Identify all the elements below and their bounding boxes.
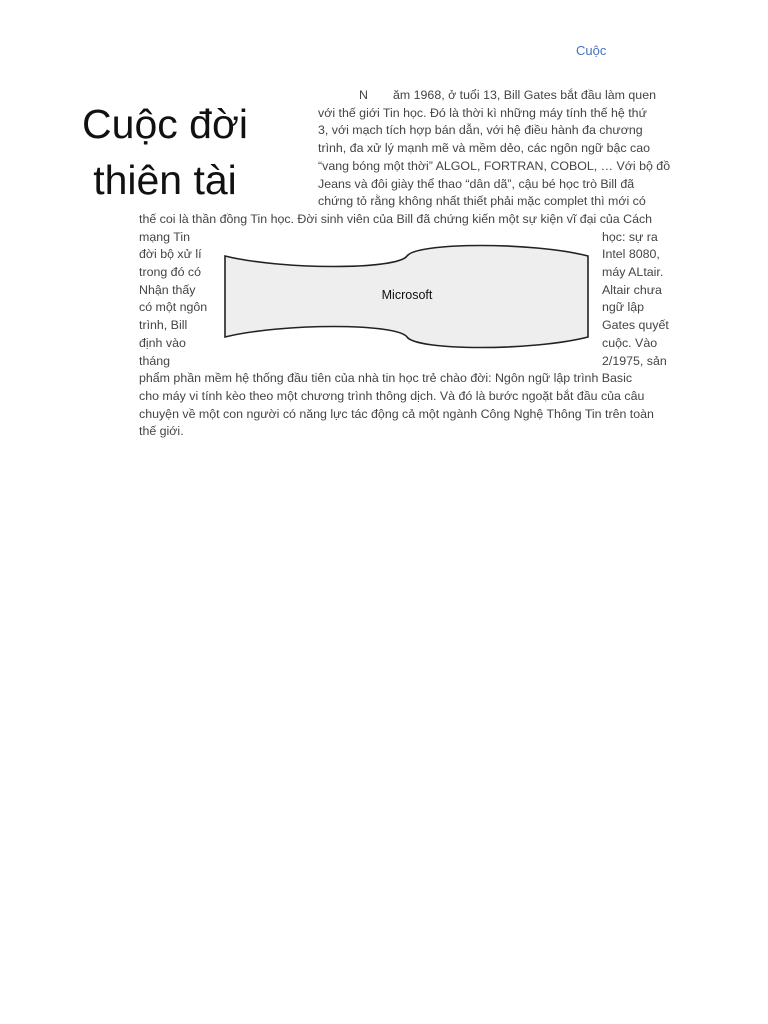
wrap-right-line: Intel 8080, (602, 247, 660, 262)
body-line: 3, với mạch tích hợp bán dẫn, với hệ điều hành đa chương (318, 123, 643, 138)
wrap-right-line: máy ALtair. (602, 265, 664, 279)
wrap-right-line: học: sự ra (602, 229, 658, 244)
wrap-right-line: cuộc. Vào (602, 335, 658, 350)
wave-banner-shape[interactable] (222, 240, 592, 356)
wrap-left-line: tháng (139, 353, 171, 368)
wrap-left-line: có một ngôn (139, 300, 208, 315)
wrap-right-line: 2/1975, sản (602, 353, 667, 368)
first-line-text: ăm 1968, ở tuổi 13, Bill Gates bắt đầu làm quen (393, 88, 656, 102)
wrap-left-line: đời bộ xử lí (139, 247, 202, 262)
wrap-left-line: mạng Tin (139, 229, 190, 244)
banner-label: Microsoft (381, 288, 433, 302)
body-line: Jeans và đôi giày thể thao “dân dã”, cậu bé học trò Bill đã (318, 176, 635, 191)
wrap-left-line: Nhận thấy (139, 282, 196, 297)
body-line: trình, đa xử lý mạnh mẽ và mềm dẻo, các ngôn ngữ bậc cao (318, 141, 651, 156)
wrap-right-line: ngữ lập (602, 300, 645, 315)
wrap-left-line: trình, Bill (139, 318, 188, 333)
wrap-right-line: Gates quyết (602, 318, 669, 333)
drop-letter: N (359, 88, 368, 102)
title-line-1: Cuộc đời (82, 101, 248, 147)
title-line-2: thiên tài (93, 157, 237, 203)
body-line: thế giới. (139, 424, 184, 439)
body-line: cho máy vi tính kèo theo một chương trình thông dịch. Và đó là bước ngoặt bắt đầu của câu (139, 388, 645, 403)
header-text: Cuộc (576, 43, 607, 58)
wrap-left-line: định vào (139, 335, 186, 350)
body-line: phẩm phần mềm hệ thống đầu tiên của nhà tin học trẻ chào đời: Ngôn ngữ lập trình Basic (139, 371, 633, 386)
body-line: chuyện về một con người có năng lực tác động cả một ngành Công Nghệ Thông Tin trên toàn (139, 406, 654, 421)
body-line: “vang bóng một thời” ALGOL, FORTRAN, COBOL, … Với bộ đồ (318, 158, 671, 173)
body-line: với thế giới Tin học. Đó là thời kì những máy tính thế hệ thứ (318, 105, 647, 120)
body-line: chứng tỏ rằng không nhất thiết phải mặc complet thì mới có (318, 194, 646, 209)
page-title (60, 96, 270, 208)
wrap-left-line: trong đó có (139, 265, 201, 279)
wrap-right-line: Altair chưa (602, 282, 662, 297)
body-line: thế coi là thần đồng Tin học. Đời sinh viên của Bill đã chứng kiến một sự kiện vĩ đại của Cách (139, 211, 653, 226)
first-line (318, 87, 656, 105)
